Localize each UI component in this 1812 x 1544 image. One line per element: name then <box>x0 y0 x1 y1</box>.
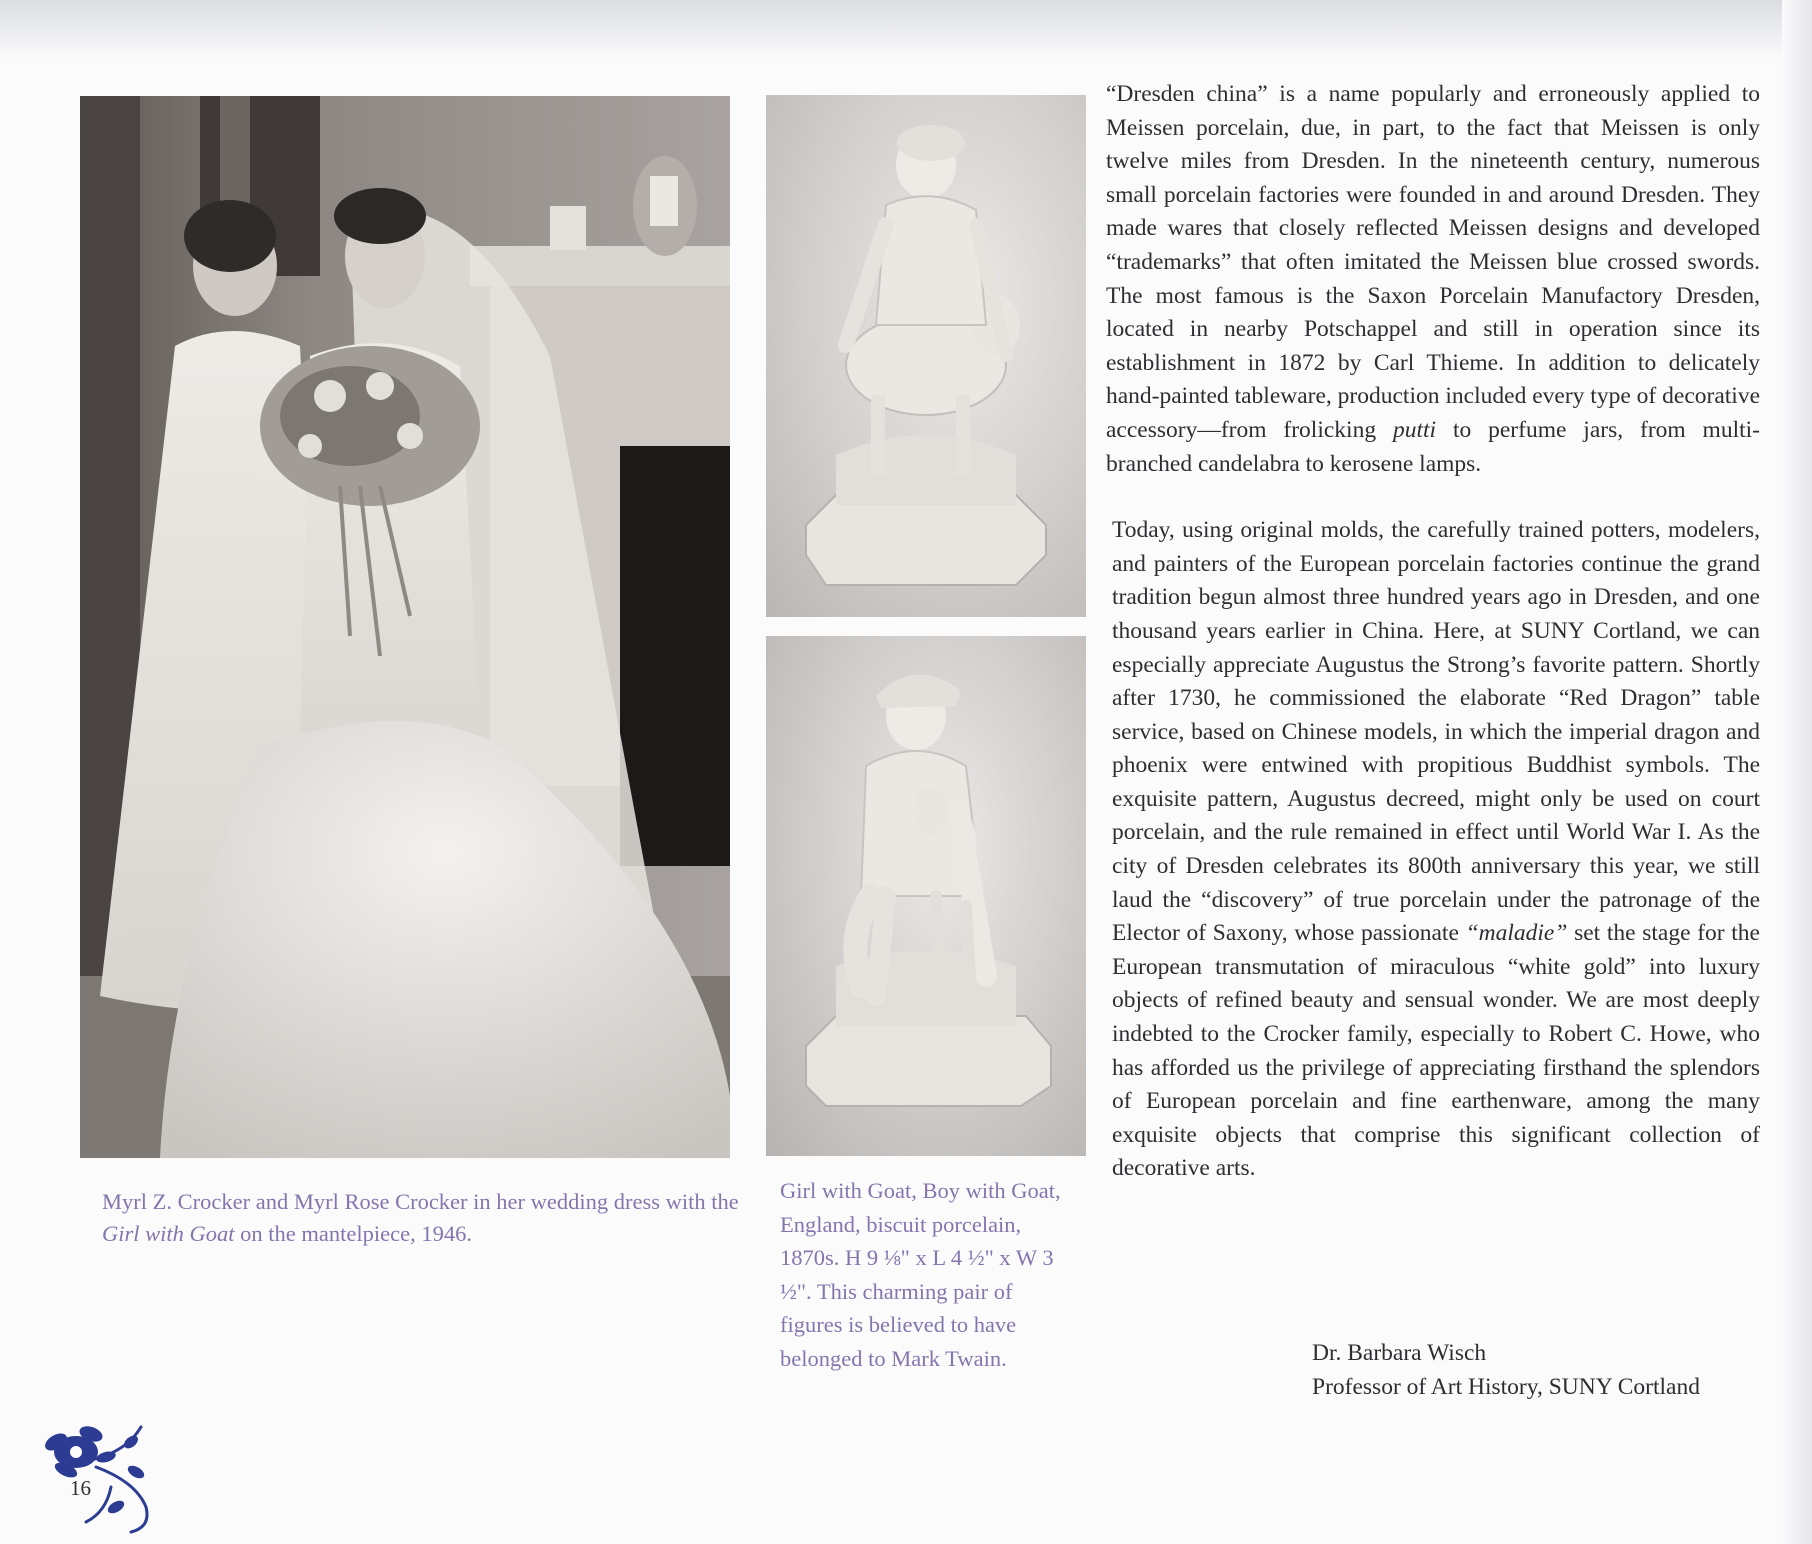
figures-caption <box>780 1174 1080 1375</box>
wedding-photo <box>80 96 730 1158</box>
author-signature <box>1312 1336 1700 1404</box>
figures-caption-text: Girl with Goat, Boy with Goat, England, biscuit porcelain, 1870s. H 9 ⅛" x L 4 ½" x W 3 ½". This charming pair of figures is believed to have belonged to Mark Twain. <box>780 1178 1061 1371</box>
author-name: Dr. Barbara Wisch <box>1312 1340 1487 1366</box>
paragraph-2 <box>1112 514 1760 1186</box>
boy-with-goat-photo <box>766 636 1086 1156</box>
paragraph-2-text: Today, using original molds, the carefully trained potters, modelers, and painters of the European porcelain factories continue the grand tradition begun almost three hundred years ago in Dresden, and one thousand years earlier in China. Here, at SUNY Cortland, we can especially appreciate Augustus the Strong’s favorite pattern. Shortly after 1730, he commissioned the elaborate “Red Dragon” table service, based on Chinese models, in which the imperial dragon and phoenix were entwined with propitious Buddhist symbols. The exquisite pattern, Augustus decreed, might only be used on court porcelain, and the rule remained in effect until World War I. As the city of Dresden celebrates its 800th anniversary this year, we still laud the “discovery” of true porcelain under the patronage of the Elector of Saxony, whose passionate <box>1112 517 1760 947</box>
paragraph-1-text: “Dresden china” is a name popularly and erroneously applied to Meissen porcelain, due, in part, to the fact that Meissen is only twelve miles from Dresden. In the nineteenth century, numerous small porcelain factories were founded in and around Dresden. They made wares that closely reflected Meissen designs and developed “trademarks” that often imitated the Meissen blue crossed swords. The most famous is the Saxon Porcelain Manufactory Dresden, located in nearby Potschappel and still in operation since its establishment in 1872 by Carl Thieme. In addition to delicately hand-painted tableware, production included every type of decorative accessory—from frolicking <box>1106 81 1760 443</box>
page-top-shadow <box>0 0 1812 60</box>
paragraph-2-italic: “maladie” <box>1465 920 1568 947</box>
blue-flower-ornament-icon <box>36 1412 166 1537</box>
essay-body <box>1106 78 1760 1219</box>
page-gutter-shadow <box>1782 0 1812 1544</box>
girl-with-goat-photo <box>766 95 1086 617</box>
paragraph-1-text-end: to perfume jars, from multi-branched candelabra to kerosene lamps. <box>1106 416 1761 477</box>
wedding-photo-caption <box>102 1186 742 1250</box>
page-number: 16 <box>70 1476 91 1500</box>
caption-text: Myrl Z. Crocker and Myrl Rose Crocker in her wedding dress with the <box>102 1189 739 1214</box>
caption-text-end: on the mantelpiece, 1946. <box>234 1221 472 1246</box>
caption-italic-title: Girl with Goat <box>102 1221 235 1246</box>
author-title: Professor of Art History, SUNY Cortland <box>1312 1374 1700 1400</box>
paragraph-2-text-end: set the stage for the European transmutation of miraculous “white gold” into luxury objects of refined beauty and sensual wonder. We are most deeply indebted to the Crocker family, especially to Robert C. Howe, who has afforded us the privilege of appreciating firsthand the splendors of European porcelain and fine earthenware, among the many exquisite objects that comprise this significant collection of decorative arts. <box>1112 920 1760 1182</box>
paragraph-1-italic: putti <box>1392 416 1437 443</box>
paragraph-1 <box>1106 78 1760 481</box>
